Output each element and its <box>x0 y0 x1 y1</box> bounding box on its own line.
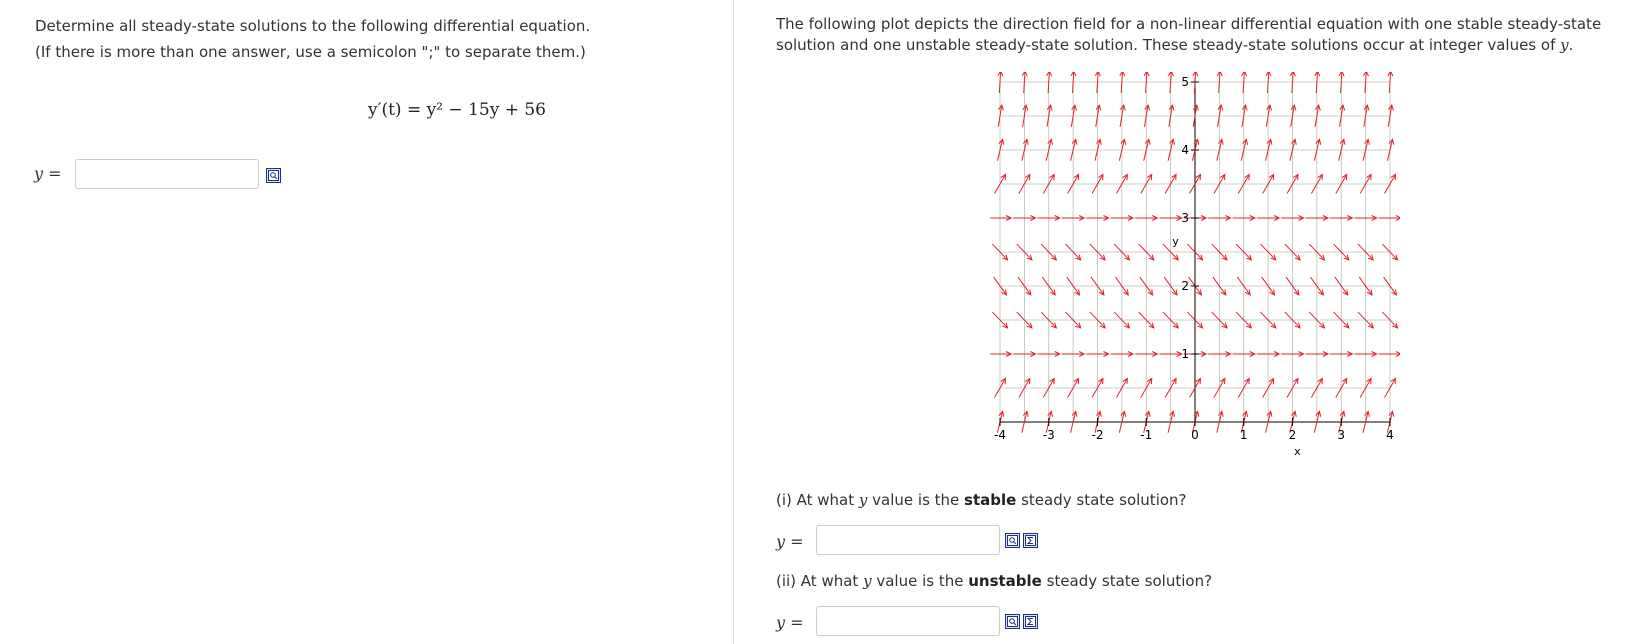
y-tick-label: 2 <box>1181 279 1189 293</box>
y-variable: y <box>1560 36 1569 54</box>
x-tick-label: 2 <box>1288 428 1297 442</box>
stable-answer-label: y = <box>776 532 804 551</box>
y-axis-label: y <box>1172 235 1179 249</box>
direction-arrow <box>1219 72 1220 93</box>
direction-arrow <box>1024 72 1025 93</box>
direction-arrow <box>1389 72 1390 93</box>
steady-state-answer-input[interactable] <box>75 159 259 189</box>
preview-icon[interactable] <box>1005 533 1020 548</box>
q1-variable: y <box>858 491 868 509</box>
q2-text-post: steady state solution? <box>1041 572 1213 590</box>
q1-text-post: steady state solution? <box>1016 491 1187 509</box>
direction-arrow <box>1048 72 1049 93</box>
left-panel <box>0 0 734 644</box>
x-axis-label: x <box>1294 445 1301 457</box>
y-tick-label: 4 <box>1181 143 1189 157</box>
x-tick-label: 4 <box>1386 428 1394 442</box>
symbol-palette-icon[interactable] <box>1023 614 1038 629</box>
unstable-answer-input[interactable] <box>816 606 1000 636</box>
x-tick-label: 3 <box>1337 428 1346 442</box>
x-tick-label: -1 <box>1140 428 1153 442</box>
question-unstable <box>776 571 1212 591</box>
q1-text-mid: value is the <box>867 491 965 509</box>
direction-arrow <box>999 72 1000 93</box>
direction-arrow <box>1316 72 1317 93</box>
description-period: . <box>1568 36 1574 54</box>
direction-arrow <box>1170 72 1171 93</box>
differential-equation: y′(t) = y² − 15y + 56 <box>368 100 547 120</box>
direction-arrow <box>1341 72 1342 93</box>
unstable-answer-label: y = <box>776 613 804 632</box>
q2-variable: y <box>863 572 872 590</box>
direction-arrow <box>1365 72 1366 93</box>
description-line-1: The following plot depicts the direction field for a non-linear differential equation with one stable steady-state <box>776 15 1602 33</box>
direction-arrow <box>1121 72 1122 93</box>
direction-arrow <box>1267 72 1268 93</box>
y-tick-label: 5 <box>1181 75 1189 89</box>
q1-bold: stable <box>964 491 1017 509</box>
x-tick-label: 1 <box>1239 428 1248 442</box>
y-tick-label: 3 <box>1181 211 1189 225</box>
q2-text: (ii) At what <box>776 572 864 590</box>
direction-arrow <box>1072 72 1073 93</box>
instruction-line-1: Determine all steady-state solutions to the following differential equation. <box>35 17 591 35</box>
q2-text-mid: value is the <box>871 572 969 590</box>
y-tick-label: 1 <box>1181 347 1189 361</box>
question-stable <box>776 490 1187 510</box>
x-tick-label: 0 <box>1191 428 1199 442</box>
direction-arrow <box>1292 72 1293 93</box>
preview-icon[interactable] <box>1005 614 1020 629</box>
instruction-line-2: (If there is more than one answer, use a semicolon ";" to separate them.) <box>35 43 586 61</box>
stable-answer-input[interactable] <box>816 525 1000 555</box>
q1-text: (i) At what <box>776 491 859 509</box>
preview-icon[interactable] <box>266 168 281 183</box>
description-line-2 <box>776 35 1573 55</box>
answer-label: y = <box>34 164 62 183</box>
direction-arrow <box>1146 72 1147 93</box>
x-tick-label: -2 <box>1091 428 1104 442</box>
x-tick-label: -4 <box>994 428 1006 442</box>
direction-field-plot <box>990 72 1400 457</box>
direction-arrow <box>1243 72 1244 93</box>
direction-arrow <box>1097 72 1098 93</box>
q2-bold: unstable <box>968 572 1042 590</box>
x-tick-label: -3 <box>1042 428 1055 442</box>
description-text: solution and one unstable steady-state solution. These steady-state solutions occur at integer values of <box>776 36 1561 54</box>
symbol-palette-icon[interactable] <box>1023 533 1038 548</box>
